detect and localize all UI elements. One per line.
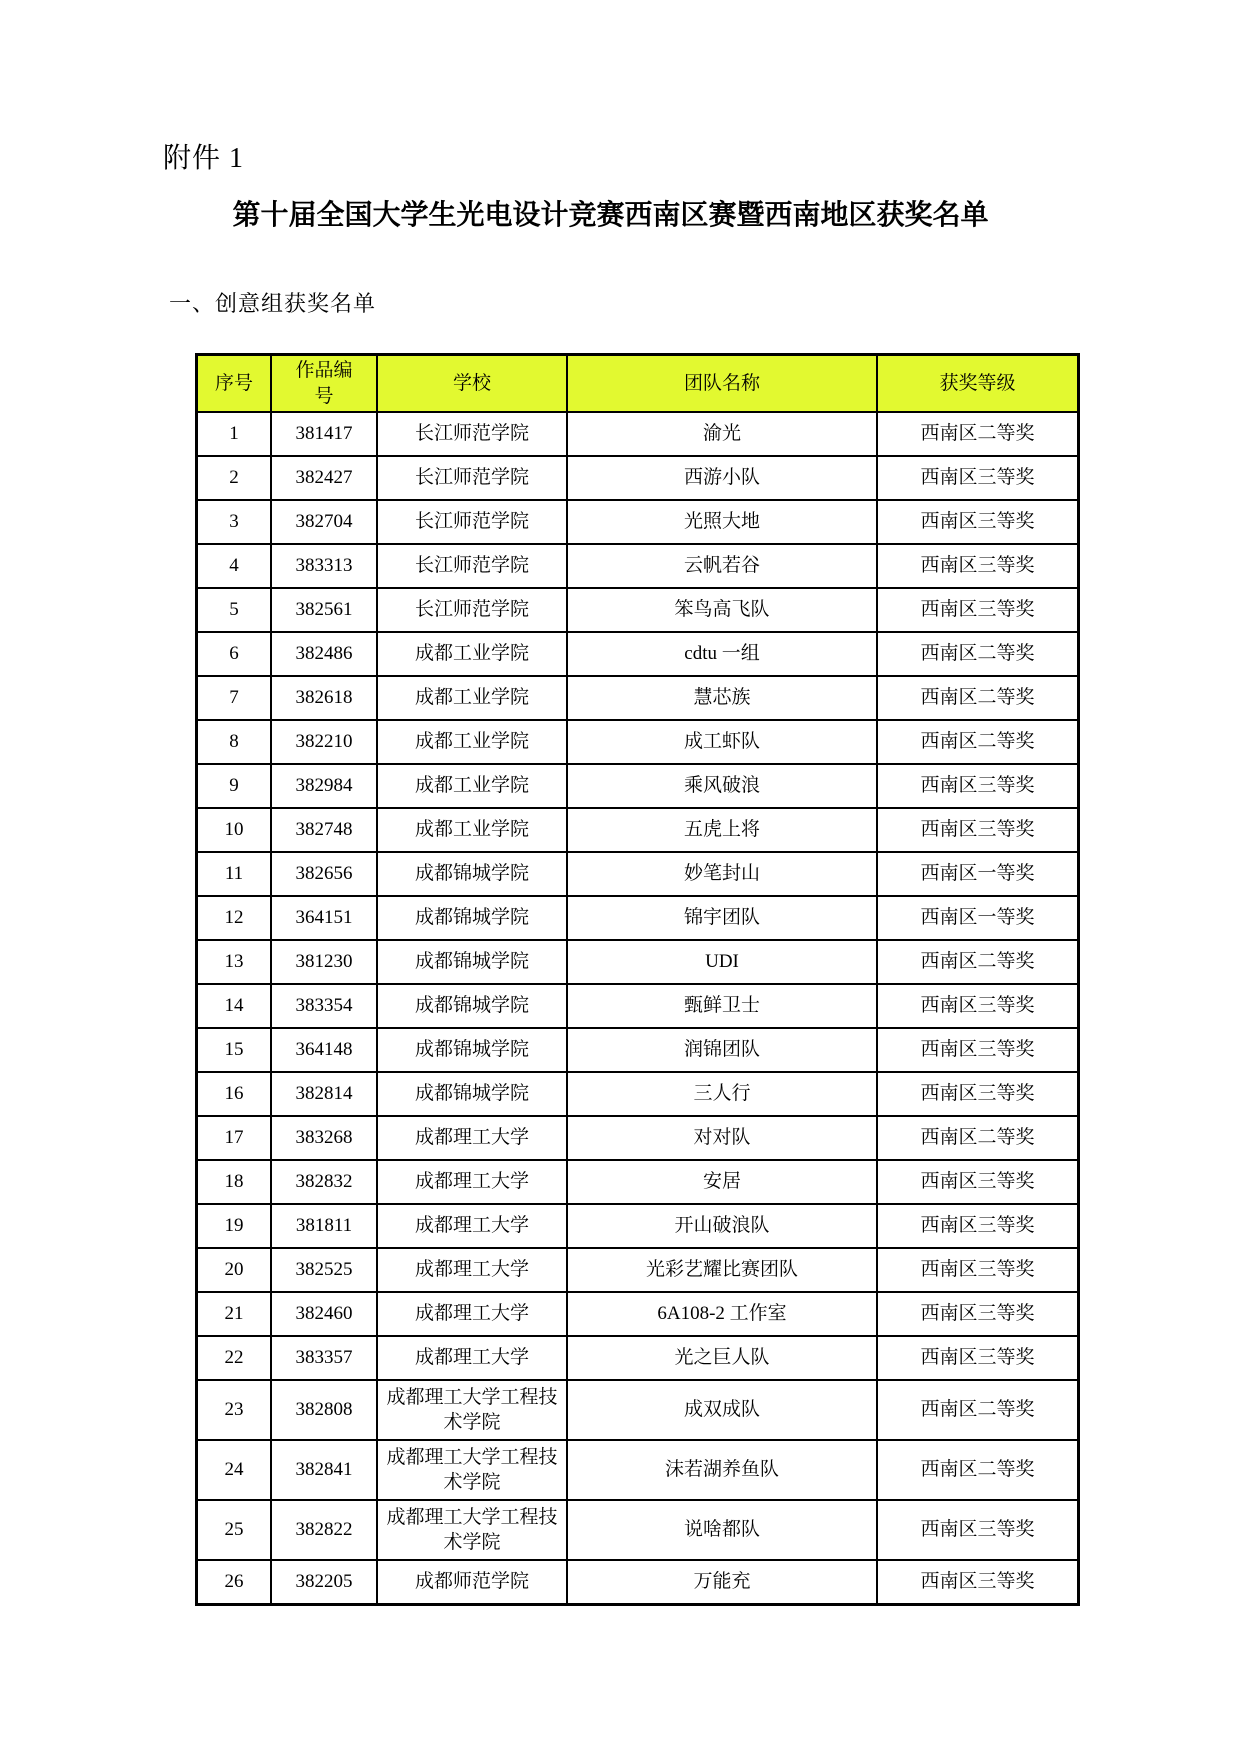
award-table [195, 353, 1080, 1606]
cell-award: 西南区三等奖 [877, 456, 1079, 500]
cell-team: 开山破浪队 [567, 1204, 877, 1248]
cell-index: 26 [197, 1560, 272, 1604]
cell-team: 沫若湖养鱼队 [567, 1440, 877, 1500]
cell-school: 成都锦城学院 [377, 852, 567, 896]
award-table-body [197, 412, 1079, 1604]
table-row [197, 1500, 1079, 1560]
cell-award: 西南区三等奖 [877, 1500, 1079, 1560]
cell-index: 2 [197, 456, 272, 500]
cell-index: 17 [197, 1116, 272, 1160]
header-cell-award [877, 355, 1079, 413]
table-row [197, 720, 1079, 764]
cell-team: 6A108-2 工作室 [567, 1292, 877, 1336]
table-row [197, 1028, 1079, 1072]
cell-award: 西南区二等奖 [877, 632, 1079, 676]
cell-team: cdtu 一组 [567, 632, 877, 676]
cell-index: 7 [197, 676, 272, 720]
cell-index: 22 [197, 1336, 272, 1380]
cell-work-id: 382704 [271, 500, 377, 544]
table-row [197, 984, 1079, 1028]
cell-school: 成都理工大学 [377, 1336, 567, 1380]
cell-team: 慧芯族 [567, 676, 877, 720]
cell-school: 成都理工大学 [377, 1116, 567, 1160]
cell-team: 甄鲜卫士 [567, 984, 877, 1028]
cell-award: 西南区二等奖 [877, 676, 1079, 720]
cell-award: 西南区三等奖 [877, 764, 1079, 808]
cell-award: 西南区三等奖 [877, 1560, 1079, 1604]
table-row [197, 456, 1079, 500]
cell-school: 成都理工大学 [377, 1248, 567, 1292]
cell-index: 10 [197, 808, 272, 852]
cell-school: 成都锦城学院 [377, 1072, 567, 1116]
cell-award: 西南区三等奖 [877, 1028, 1079, 1072]
table-row [197, 1116, 1079, 1160]
header-cell-index [197, 355, 272, 413]
cell-work-id: 382656 [271, 852, 377, 896]
table-row [197, 1336, 1079, 1380]
attachment-label: 附件 1 [163, 143, 245, 174]
cell-award: 西南区三等奖 [877, 984, 1079, 1028]
cell-team: 润锦团队 [567, 1028, 877, 1072]
cell-school: 长江师范学院 [377, 544, 567, 588]
cell-index: 11 [197, 852, 272, 896]
table-row [197, 632, 1079, 676]
cell-team: 渝光 [567, 412, 877, 456]
cell-team: 说啥都队 [567, 1500, 877, 1560]
cell-team: 妙笔封山 [567, 852, 877, 896]
cell-award: 西南区三等奖 [877, 1336, 1079, 1380]
cell-index: 3 [197, 500, 272, 544]
cell-award: 西南区二等奖 [877, 1380, 1079, 1440]
cell-team: 安居 [567, 1160, 877, 1204]
cell-award: 西南区三等奖 [877, 1248, 1079, 1292]
cell-school: 成都师范学院 [377, 1560, 567, 1604]
cell-award: 西南区三等奖 [877, 500, 1079, 544]
cell-school: 成都理工大学工程技术学院 [377, 1500, 567, 1560]
cell-work-id: 382205 [271, 1560, 377, 1604]
cell-team: 成工虾队 [567, 720, 877, 764]
cell-index: 19 [197, 1204, 272, 1248]
cell-team: 乘风破浪 [567, 764, 877, 808]
cell-school: 成都理工大学工程技术学院 [377, 1380, 567, 1440]
table-row [197, 1072, 1079, 1116]
cell-work-id: 382822 [271, 1500, 377, 1560]
table-row [197, 1204, 1079, 1248]
cell-award: 西南区二等奖 [877, 412, 1079, 456]
table-row [197, 1440, 1079, 1500]
cell-team: 万能充 [567, 1560, 877, 1604]
cell-work-id: 382841 [271, 1440, 377, 1500]
cell-index: 4 [197, 544, 272, 588]
table-row [197, 412, 1079, 456]
cell-work-id: 382808 [271, 1380, 377, 1440]
cell-index: 23 [197, 1380, 272, 1440]
cell-work-id: 382832 [271, 1160, 377, 1204]
cell-team: 光照大地 [567, 500, 877, 544]
header-label-school: 学校 [452, 372, 491, 394]
cell-school: 长江师范学院 [377, 412, 567, 456]
cell-team: 光彩艺耀比赛团队 [567, 1248, 877, 1292]
cell-school: 成都理工大学工程技术学院 [377, 1440, 567, 1500]
cell-work-id: 381230 [271, 940, 377, 984]
cell-award: 西南区二等奖 [877, 1116, 1079, 1160]
cell-index: 8 [197, 720, 272, 764]
cell-index: 16 [197, 1072, 272, 1116]
cell-work-id: 383357 [271, 1336, 377, 1380]
header-label-award: 获奖等级 [939, 372, 1016, 394]
cell-work-id: 381417 [271, 412, 377, 456]
cell-team: 云帆若谷 [567, 544, 877, 588]
cell-work-id: 383268 [271, 1116, 377, 1160]
header-label-index: 序号 [214, 372, 253, 394]
header-cell-school [377, 355, 567, 413]
cell-team: 光之巨人队 [567, 1336, 877, 1380]
section-heading: 一、创意组获奖名单 [169, 291, 377, 316]
cell-work-id: 382814 [271, 1072, 377, 1116]
cell-team: 成双成队 [567, 1380, 877, 1440]
header-label-work-id: 作品编号 [295, 360, 353, 407]
cell-school: 长江师范学院 [377, 588, 567, 632]
cell-index: 1 [197, 412, 272, 456]
cell-work-id: 381811 [271, 1204, 377, 1248]
cell-award: 西南区三等奖 [877, 1072, 1079, 1116]
cell-work-id: 364151 [271, 896, 377, 940]
cell-school: 成都锦城学院 [377, 1028, 567, 1072]
document-title: 第十届全国大学生光电设计竞赛西南区赛暨西南地区获奖名单 [232, 200, 989, 231]
cell-index: 20 [197, 1248, 272, 1292]
cell-school: 成都锦城学院 [377, 940, 567, 984]
table-row [197, 1160, 1079, 1204]
cell-work-id: 383313 [271, 544, 377, 588]
cell-index: 12 [197, 896, 272, 940]
header-label-team: 团队名称 [683, 372, 760, 394]
header-row [197, 355, 1079, 413]
cell-award: 西南区二等奖 [877, 940, 1079, 984]
header-cell-team [567, 355, 877, 413]
table-row [197, 588, 1079, 632]
cell-index: 5 [197, 588, 272, 632]
table-row [197, 764, 1079, 808]
cell-team: 三人行 [567, 1072, 877, 1116]
table-row [197, 1248, 1079, 1292]
cell-team: 五虎上将 [567, 808, 877, 852]
cell-work-id: 382748 [271, 808, 377, 852]
cell-school: 成都工业学院 [377, 676, 567, 720]
table-row [197, 676, 1079, 720]
cell-index: 25 [197, 1500, 272, 1560]
cell-index: 15 [197, 1028, 272, 1072]
cell-award: 西南区一等奖 [877, 852, 1079, 896]
cell-school: 成都工业学院 [377, 764, 567, 808]
cell-award: 西南区三等奖 [877, 544, 1079, 588]
cell-award: 西南区一等奖 [877, 896, 1079, 940]
cell-award: 西南区三等奖 [877, 588, 1079, 632]
cell-school: 长江师范学院 [377, 500, 567, 544]
cell-team: 对对队 [567, 1116, 877, 1160]
cell-work-id: 382486 [271, 632, 377, 676]
cell-team: UDI [567, 940, 877, 984]
cell-team: 西游小队 [567, 456, 877, 500]
header-cell-work-id [271, 355, 377, 413]
cell-index: 9 [197, 764, 272, 808]
cell-award: 西南区三等奖 [877, 1204, 1079, 1248]
table-row [197, 1292, 1079, 1336]
cell-school: 成都理工大学 [377, 1160, 567, 1204]
award-table-header [197, 355, 1079, 413]
table-row [197, 896, 1079, 940]
cell-award: 西南区三等奖 [877, 808, 1079, 852]
cell-index: 6 [197, 632, 272, 676]
cell-award: 西南区三等奖 [877, 1160, 1079, 1204]
cell-award: 西南区二等奖 [877, 1440, 1079, 1500]
cell-index: 13 [197, 940, 272, 984]
cell-school: 成都理工大学 [377, 1292, 567, 1336]
cell-work-id: 383354 [271, 984, 377, 1028]
cell-work-id: 382618 [271, 676, 377, 720]
cell-work-id: 382525 [271, 1248, 377, 1292]
table-row [197, 808, 1079, 852]
cell-work-id: 382460 [271, 1292, 377, 1336]
cell-index: 21 [197, 1292, 272, 1336]
cell-index: 18 [197, 1160, 272, 1204]
cell-school: 成都工业学院 [377, 632, 567, 676]
cell-school: 长江师范学院 [377, 456, 567, 500]
cell-index: 24 [197, 1440, 272, 1500]
cell-team: 锦宇团队 [567, 896, 877, 940]
cell-school: 成都理工大学 [377, 1204, 567, 1248]
cell-work-id: 364148 [271, 1028, 377, 1072]
cell-work-id: 382984 [271, 764, 377, 808]
cell-school: 成都锦城学院 [377, 896, 567, 940]
cell-school: 成都工业学院 [377, 808, 567, 852]
table-row [197, 544, 1079, 588]
table-row [197, 1380, 1079, 1440]
cell-index: 14 [197, 984, 272, 1028]
cell-school: 成都锦城学院 [377, 984, 567, 1028]
table-row [197, 500, 1079, 544]
cell-work-id: 382427 [271, 456, 377, 500]
cell-work-id: 382210 [271, 720, 377, 764]
cell-team: 笨鸟高飞队 [567, 588, 877, 632]
table-row [197, 852, 1079, 896]
table-row [197, 940, 1079, 984]
cell-award: 西南区二等奖 [877, 720, 1079, 764]
cell-award: 西南区三等奖 [877, 1292, 1079, 1336]
cell-work-id: 382561 [271, 588, 377, 632]
table-row [197, 1560, 1079, 1604]
cell-school: 成都工业学院 [377, 720, 567, 764]
